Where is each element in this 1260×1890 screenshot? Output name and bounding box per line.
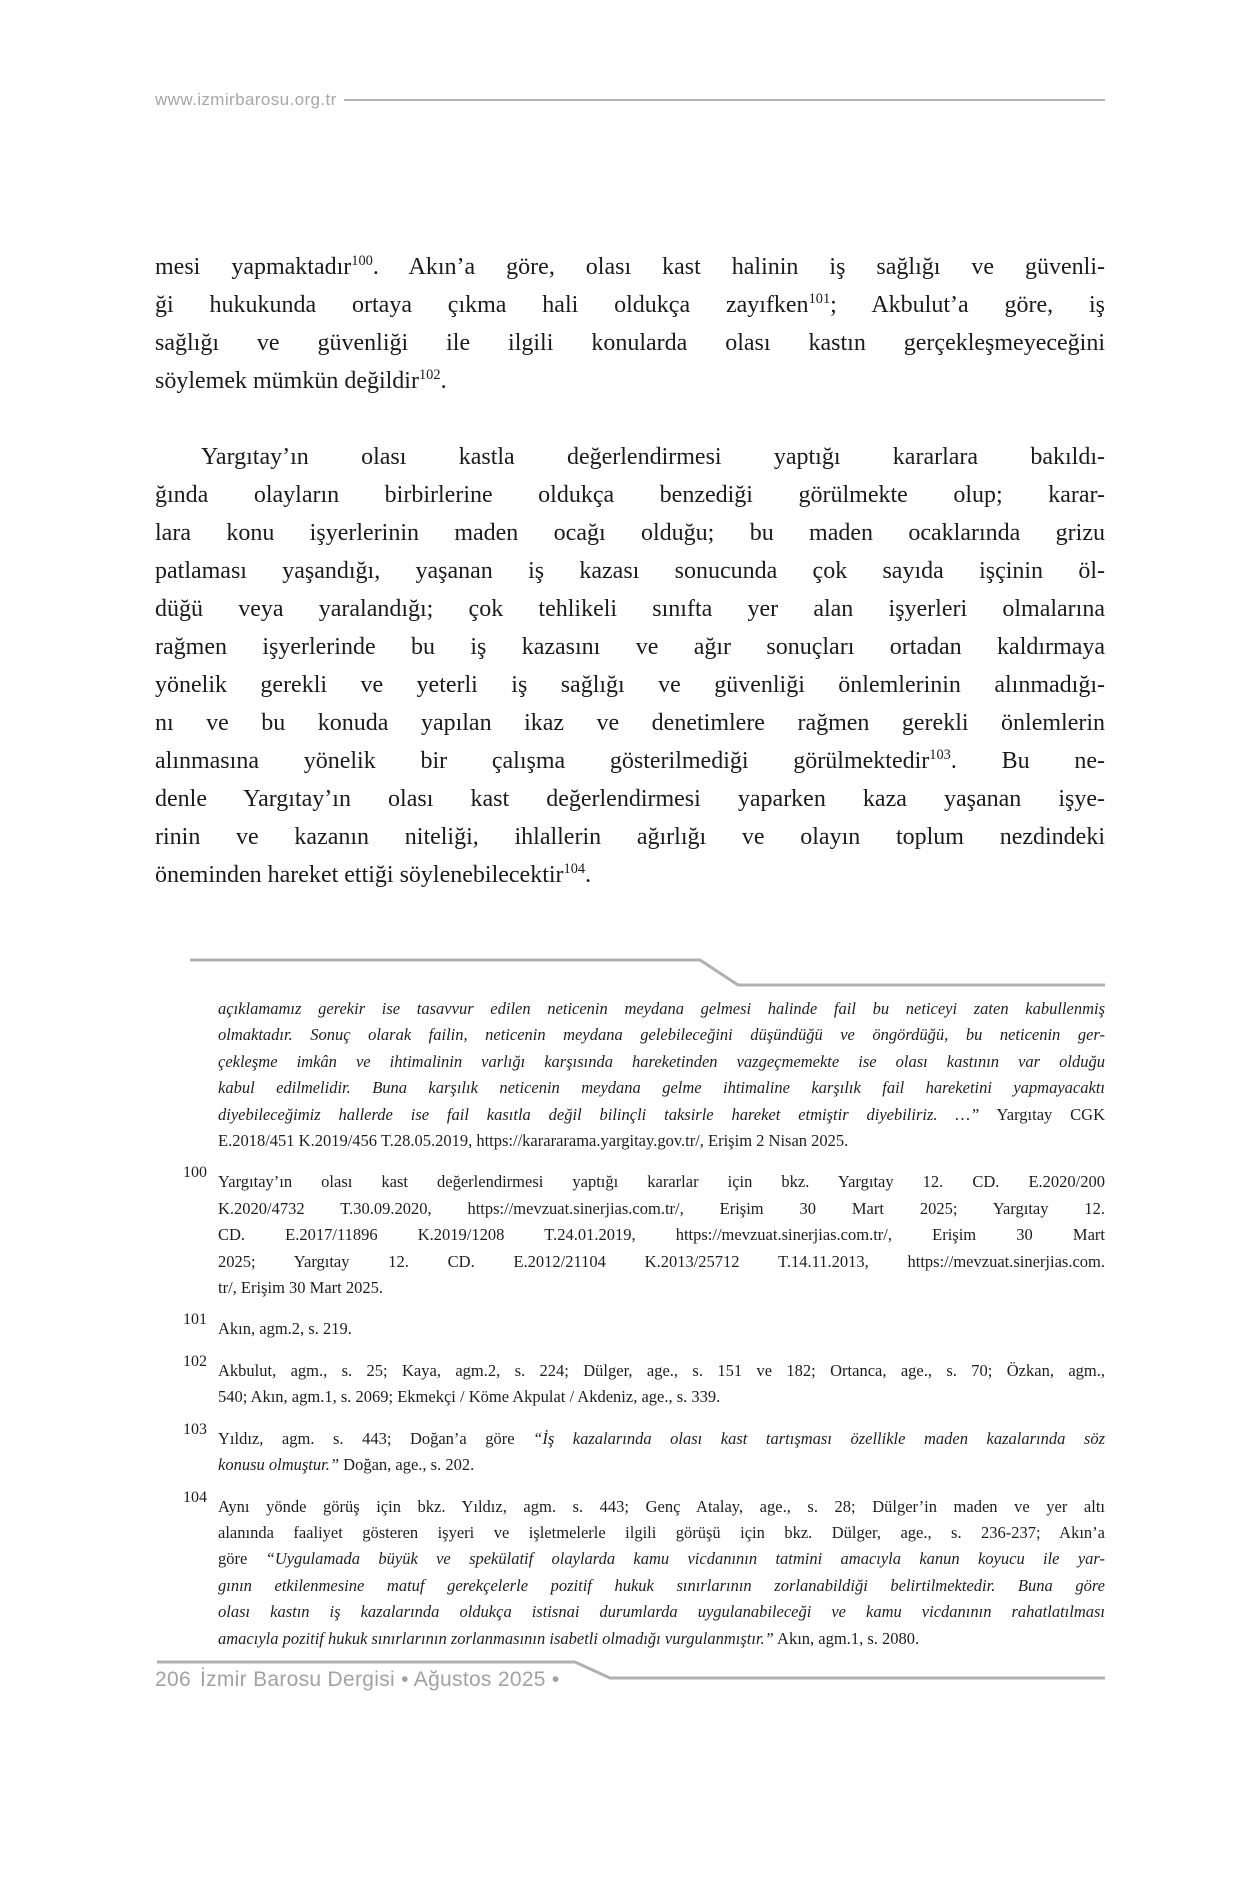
text-run: yönelik gerekli ve yeterli iş sağlığı ve güvenliği önlemlerinin alınmadığı- — [155, 672, 1105, 698]
text-line — [218, 1196, 1105, 1222]
paragraph — [155, 248, 1105, 400]
text-line — [155, 324, 1105, 362]
text-run: kabul edilmelidir. Buna karşılık neticenin meydana gelme ihtimaline karşılık fail hareketini yapmayacaktı — [218, 1078, 1105, 1098]
paragraph — [155, 438, 1105, 894]
footnote — [183, 1352, 1105, 1411]
page-footer — [155, 1668, 560, 1692]
text-line — [155, 514, 1105, 552]
text-line — [155, 856, 1105, 894]
footnote-number: 104 — [183, 1488, 207, 1506]
text-line — [218, 1275, 1105, 1301]
text-line — [218, 1169, 1105, 1195]
text-run: söylemek mümkün değildir — [155, 368, 419, 394]
footnote-number: 102 — [183, 1352, 207, 1370]
text-run: ; Akbulut’a göre, iş — [830, 292, 1105, 318]
text-line — [218, 1222, 1105, 1248]
text-run: Aynı yönde görüş için bkz. Yıldız, agm. s. 443; Genç Atalay, age., s. 28; Dülger’in maden ve yer altı — [218, 1496, 1105, 1516]
text-run: alanında faaliyet gösteren işyeri ve işletmelerle ilgili görüşü için bkz. Dülger, age., s. 236-237; Akın’a — [218, 1522, 1105, 1542]
footnote — [183, 1420, 1105, 1479]
text-run: Akın, agm.2, s. 219. — [218, 1319, 352, 1339]
text-run: Akbulut, agm., s. 25; Kaya, agm.2, s. 224; Dülger, age., s. 151 ve 182; Ortanca, age., s. 70; Özkan, agm., — [218, 1360, 1105, 1380]
text-run: rinin ve kazanın niteliği, ihlallerin ağırlığı ve olayın toplum nezdindeki — [155, 824, 1105, 850]
text-line — [155, 628, 1105, 666]
text-line — [218, 1358, 1105, 1384]
text-run: ğında olayların birbirlerine oldukça benzediği görülmekte olup; karar- — [155, 482, 1105, 508]
text-run: . — [440, 368, 447, 394]
text-line — [218, 1249, 1105, 1275]
text-line — [218, 996, 1105, 1022]
text-line — [218, 1520, 1105, 1546]
footnotes — [183, 996, 1105, 1667]
text-line — [218, 1494, 1105, 1520]
page-number: 206 — [155, 1668, 191, 1691]
text-run: patlaması yaşandığı, yaşanan iş kazası sonucunda çok sayıda işçinin öl- — [155, 558, 1105, 584]
text-line — [155, 438, 1105, 476]
text-line — [218, 1546, 1105, 1572]
text-line — [218, 1426, 1105, 1452]
header-url: www.izmirbarosu.org.tr — [155, 90, 337, 109]
text-run: çekleşme imkân ve ihtimalinin varlığı karşısında hareketinden vazgeçmemekte ise olası kastının var olduğu — [218, 1051, 1105, 1071]
text-run: amacıyla pozitif hukuk sınırlarının zorlanmasının isabetli olmadığı vurgulanmıştır.” — [218, 1628, 774, 1648]
text-run: “İş kazalarında olası kast tartışması özellikle maden kazalarında söz — [533, 1428, 1105, 1448]
text-run: olası kastın iş kazalarında oldukça istisnai durumlarda uygulanabileceği ve kamu vicdanının rahatlatılması — [218, 1602, 1105, 1622]
text-run: Yargıtay CGK — [979, 1104, 1105, 1124]
footnote-ref: 104 — [563, 861, 586, 877]
text-line — [218, 1049, 1105, 1075]
text-line — [155, 704, 1105, 742]
text-run: alınmasına yönelik bir çalışma gösterilmediği görülmektedir — [155, 748, 930, 774]
text-line — [155, 666, 1105, 704]
text-run: . — [585, 862, 592, 888]
text-line — [155, 476, 1105, 514]
text-run: Yıldız, agm. s. 443; Doğan’a göre — [218, 1428, 534, 1448]
text-line — [218, 1128, 1105, 1154]
text-line — [155, 362, 1105, 400]
footnote-ref: 101 — [808, 291, 831, 307]
text-run: “Uygulamada büyük ve spekülatif olaylarda kamu vicdanının tatmini amacıyla kanun koyucu ile yar- — [265, 1549, 1105, 1569]
text-line — [218, 1102, 1105, 1128]
body-text — [155, 248, 1105, 894]
text-run: göre — [218, 1549, 266, 1569]
text-run: Akın, agm.1, s. 2080. — [773, 1628, 920, 1648]
text-run: açıklamamız gerekir ise tasavvur edilen neticenin meydana gelmesi halinde fail bu neticeyi zaten kabullenmiş — [218, 999, 1105, 1018]
text-line — [218, 1599, 1105, 1625]
footer-journal-line: İzmir Barosu Dergisi • Ağustos 2025 • — [199, 1668, 560, 1691]
text-run: 540; Akın, agm.1, s. 2069; Ekmekçi / Köme Akpulat / Akdeniz, age., s. 339. — [218, 1387, 721, 1407]
text-line — [218, 1384, 1105, 1410]
text-line — [218, 1075, 1105, 1101]
text-run: rağmen işyerlerinde bu iş kazasını ve ağır sonuçları ortadan kaldırmaya — [155, 634, 1105, 660]
text-line — [218, 1022, 1105, 1048]
text-line — [218, 1316, 1105, 1342]
text-run: . Bu ne- — [950, 748, 1106, 774]
footnote-number: 103 — [183, 1420, 207, 1438]
footnote — [183, 1164, 1105, 1301]
text-line — [155, 286, 1105, 324]
footnote — [183, 1488, 1105, 1652]
text-run: diyebileceğimiz hallerde ise fail kasıtla değil bilinçli taksirle hareket etmiştir diyebiliriz. …” — [218, 1104, 980, 1124]
text-line — [218, 1626, 1105, 1652]
text-run: lara konu işyerlerinin maden ocağı olduğu; bu maden ocaklarında grizu — [155, 520, 1105, 546]
footnote-number: 100 — [183, 1164, 207, 1182]
text-run: Yargıtay’ın olası kastla değerlendirmesi yaptığı kararlara bakıldı- — [201, 444, 1105, 470]
text-run: CD. E.2017/11896 K.2019/1208 T.24.01.2019, https://mevzuat.sinerjias.com.tr/, Erişim 30 Mart — [218, 1225, 1105, 1245]
text-line — [155, 742, 1105, 780]
text-run: gının etkilenmesine matuf gerekçelerle pozitif hukuk sınırlarının zorlanabildiği belirtilmektedir. Buna göre — [218, 1575, 1105, 1595]
text-run: K.2020/4732 T.30.09.2020, https://mevzuat.sinerjias.com.tr/, Erişim 30 Mart 2025; Yargıtay 12. — [218, 1198, 1105, 1218]
text-run: 2025; Yargıtay 12. CD. E.2012/21104 K.2013/25712 T.14.11.2013, https://mevzuat.sinerjias.com. — [218, 1251, 1105, 1271]
text-run: öneminden hareket ettiği söylenebilecektir — [155, 862, 564, 888]
footnote-number: 101 — [183, 1311, 207, 1329]
text-run: tr/, Erişim 30 Mart 2025. — [218, 1278, 383, 1298]
footnote-ref: 102 — [418, 367, 441, 383]
text-run: E.2018/451 K.2019/456 T.28.05.2019, https://karararama.yargitay.gov.tr/, Erişim 2 Nisan 2025. — [218, 1131, 849, 1151]
text-run: konusu olmuştur.” — [218, 1455, 340, 1475]
footnote-ref: 103 — [929, 747, 951, 763]
footnote — [183, 1311, 1105, 1342]
text-run: denle Yargıtay’ın olası kast değerlendirmesi yaparken kaza yaşanan işye- — [155, 786, 1105, 812]
text-run: nı ve bu konuda yapılan ikaz ve denetimlere rağmen gerekli önlemlerin — [155, 710, 1105, 736]
text-line — [155, 248, 1105, 286]
page-header — [155, 90, 1105, 110]
text-run: Yargıtay’ın olası kast değerlendirmesi yaptığı kararlar için bkz. Yargıtay 12. CD. E.2020/200 — [218, 1172, 1105, 1192]
text-line — [155, 590, 1105, 628]
text-run: ği hukukunda ortaya çıkma hali oldukça zayıfken — [155, 292, 809, 318]
text-run: Doğan, age., s. 202. — [339, 1455, 475, 1475]
text-line — [155, 552, 1105, 590]
footnote — [218, 996, 1105, 1154]
text-run: . Akın’a göre, olası kast halinin iş sağlığı ve güvenli- — [372, 254, 1106, 280]
text-run: mesi yapmaktadır — [155, 254, 352, 280]
text-line — [155, 780, 1105, 818]
header-rule — [344, 99, 1105, 101]
text-line — [218, 1452, 1105, 1478]
text-line — [218, 1573, 1105, 1599]
footnote-ref: 100 — [351, 253, 373, 269]
text-line — [155, 818, 1105, 856]
text-run: düğü veya yaralandığı; çok tehlikeli sınıfta yer alan işyerleri olmalarına — [155, 596, 1105, 622]
text-run: sağlığı ve güvenliği ile ilgili konularda olası kastın gerçekleşmeyeceğini — [155, 330, 1105, 356]
footnote-separator — [155, 953, 1105, 993]
text-run: olmaktadır. Sonuç olarak failin, neticenin meydana gelebileceğini düşündüğü ve öngördüğü, bu neticenin ger- — [218, 1025, 1105, 1045]
